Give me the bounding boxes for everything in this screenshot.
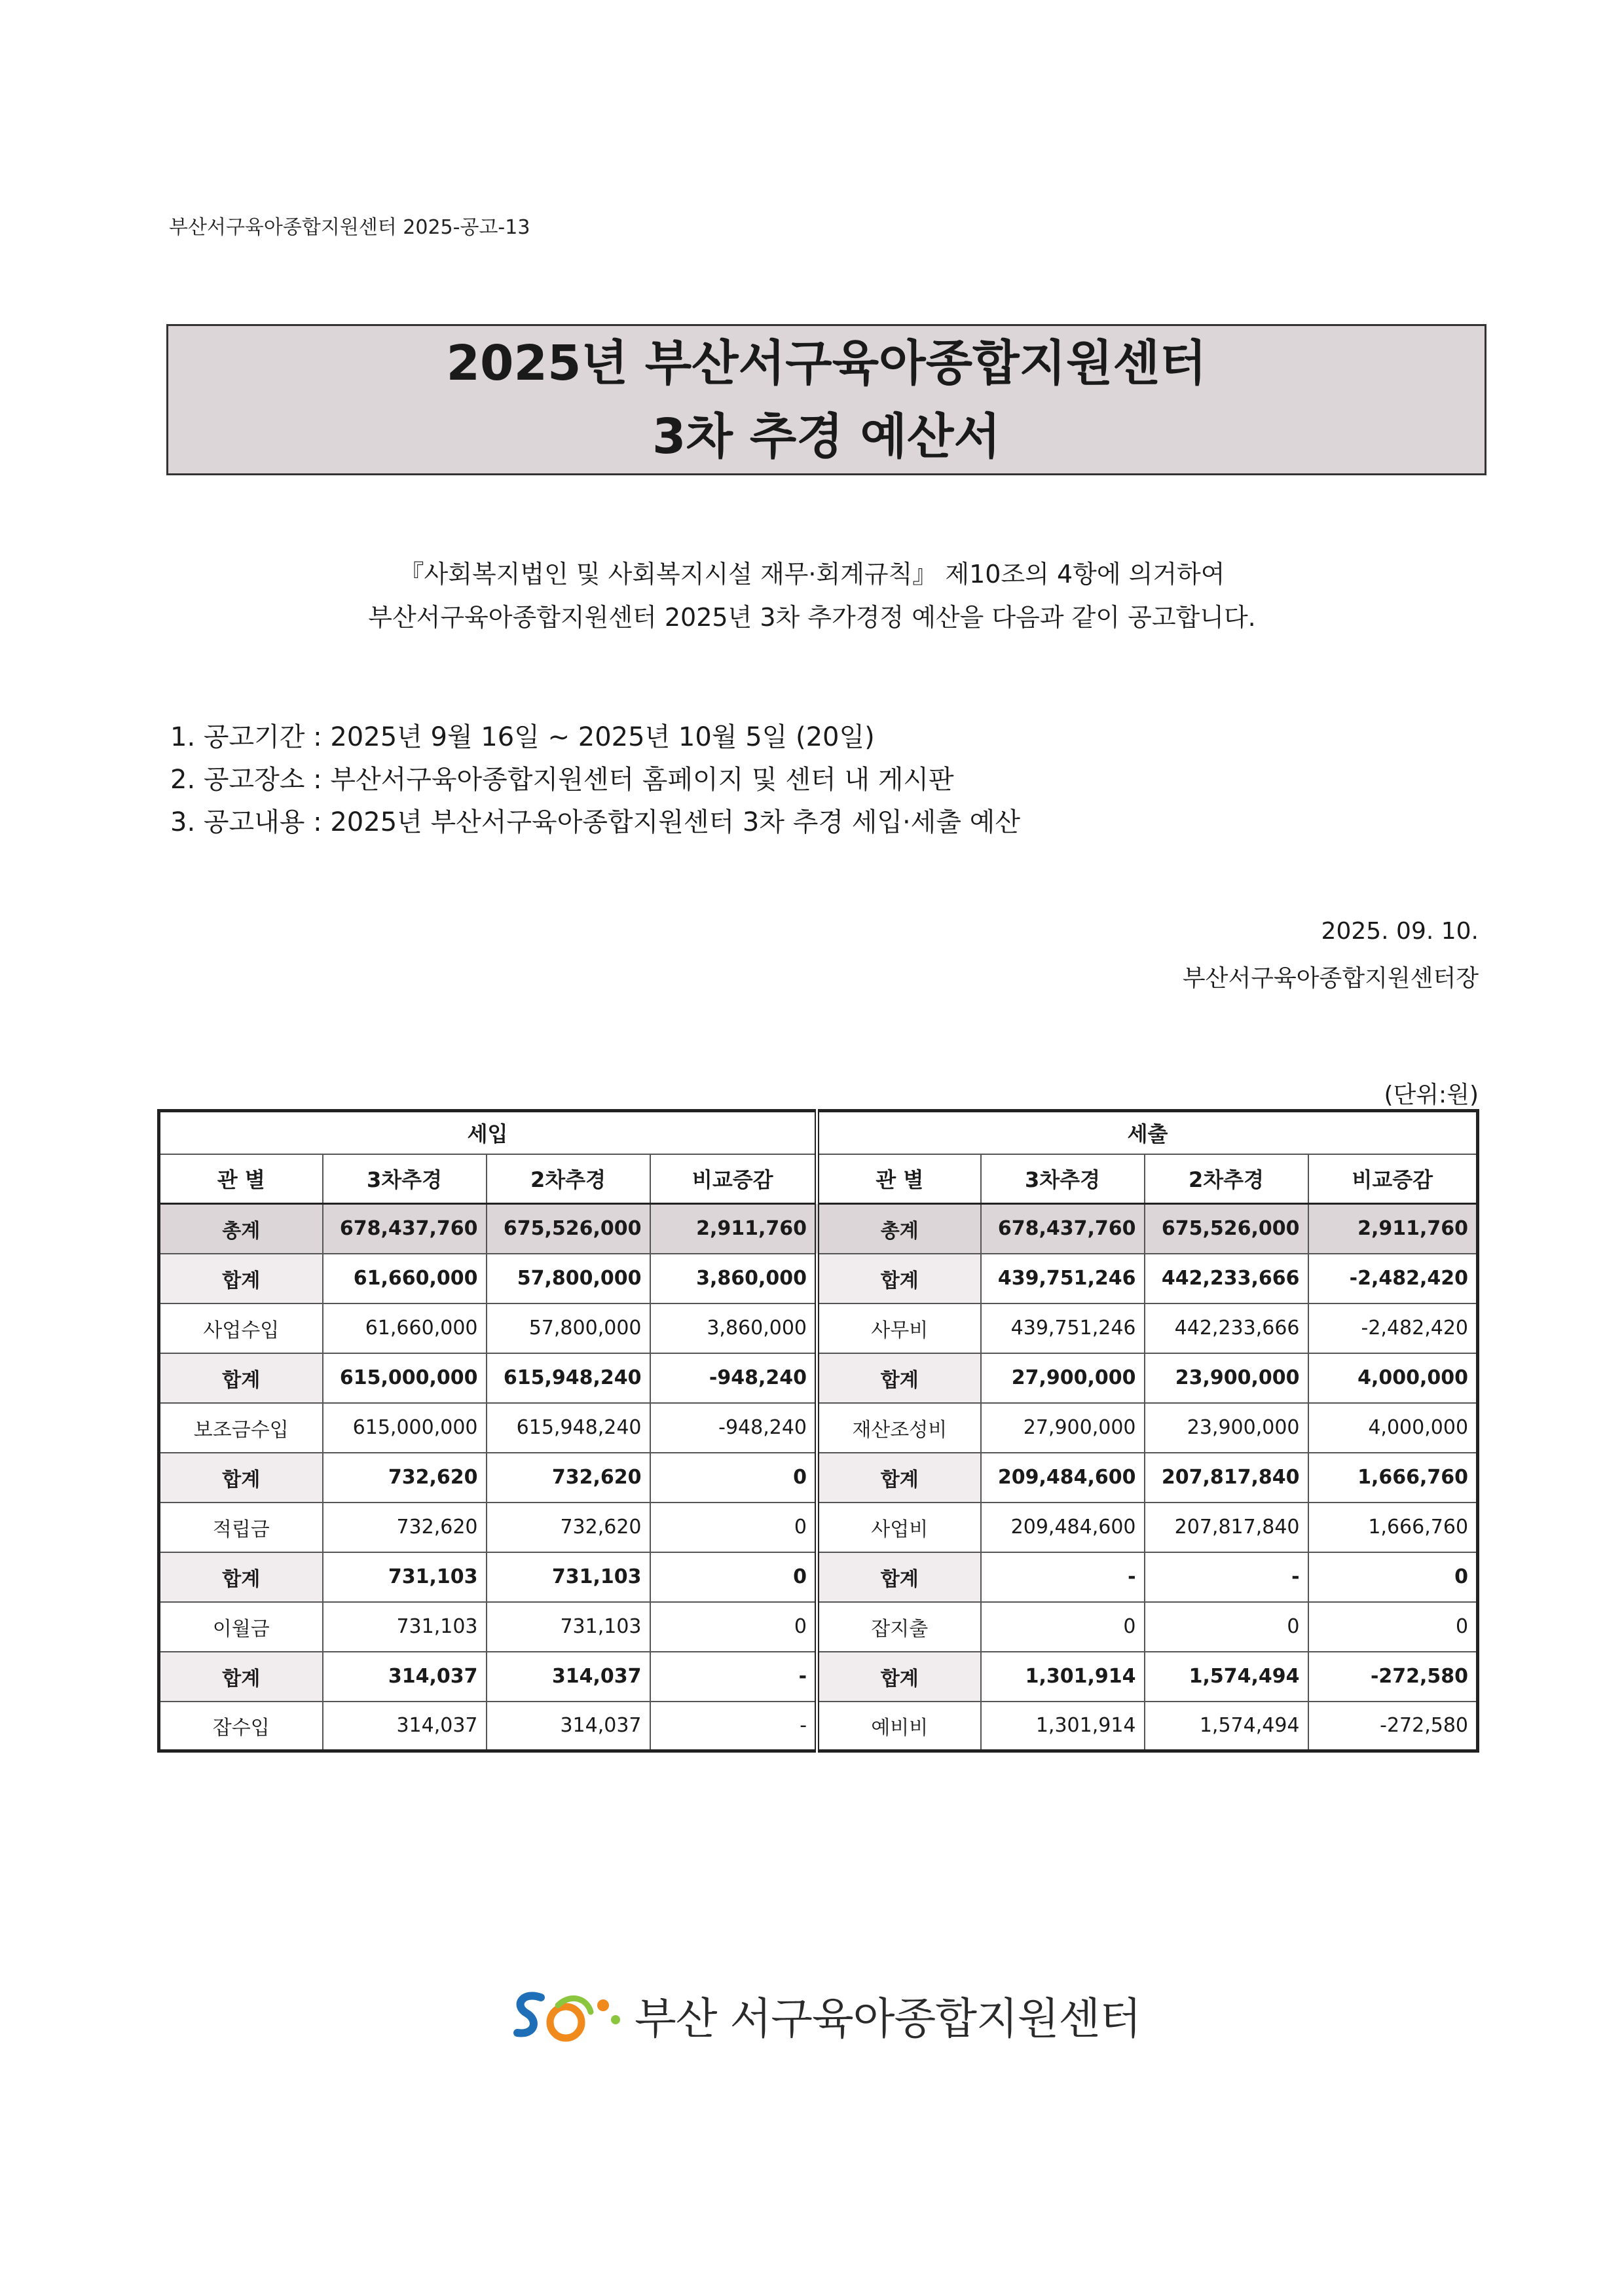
revenue-amount-cell: 314,037 [487,1702,650,1751]
table-row [159,1403,1478,1453]
expense-category-cell: 합계 [817,1652,981,1702]
expense-amount-cell: 2,911,760 [1308,1204,1478,1254]
revenue-amount-cell: 615,948,240 [487,1403,650,1453]
revenue-category-cell: 합계 [159,1652,323,1702]
notice-item-content: 3. 공고내용 : 2025년 부산서구육아종합지원센터 3차 추경 세입·세출 예산 [170,807,1020,837]
expense-amount-cell: 439,751,246 [981,1254,1145,1303]
column-header: 2차추경 [487,1154,650,1204]
expense-amount-cell: 209,484,600 [981,1503,1145,1552]
subtotal-row [159,1453,1478,1503]
notice-item-place: 2. 공고장소 : 부산서구육아종합지원센터 홈페이지 및 센터 내 게시판 [170,765,954,795]
intro-line-2: 부산서구육아종합지원센터 2025년 3차 추가경정 예산을 다음과 같이 공고합니다. [368,603,1256,632]
expense-category-cell: 합계 [817,1254,981,1303]
column-header: 비교증감 [650,1154,817,1204]
notice-item-period: 1. 공고기간 : 2025년 9월 16일 ~ 2025년 10월 5일 (20일) [170,722,875,752]
grand-total-row [159,1204,1478,1254]
revenue-amount-cell: 731,103 [323,1552,487,1602]
expense-amount-cell: 27,900,000 [981,1353,1145,1403]
expense-section-header: 세출 [817,1111,1478,1154]
expense-amount-cell: 1,301,914 [981,1702,1145,1751]
expense-amount-cell: 23,900,000 [1145,1353,1308,1403]
footer-logo [509,1984,1141,2046]
expense-amount-cell: 207,817,840 [1145,1503,1308,1552]
revenue-amount-cell: 0 [650,1503,817,1552]
revenue-amount-cell: 0 [650,1453,817,1503]
revenue-amount-cell: 732,620 [487,1453,650,1503]
expense-amount-cell: -2,482,420 [1308,1303,1478,1353]
revenue-category-cell: 총계 [159,1204,323,1254]
revenue-amount-cell: 314,037 [487,1652,650,1702]
expense-category-cell: 총계 [817,1204,981,1254]
revenue-amount-cell: 3,860,000 [650,1303,817,1353]
revenue-amount-cell: 61,660,000 [323,1303,487,1353]
table-row [159,1702,1478,1751]
expense-amount-cell: 678,437,760 [981,1204,1145,1254]
expense-amount-cell: 1,666,760 [1308,1503,1478,1552]
subtotal-row [159,1652,1478,1702]
revenue-amount-cell: 314,037 [323,1652,487,1702]
expense-amount-cell: 1,574,494 [1145,1652,1308,1702]
issuer-name: 부산서구육아종합지원센터장 [1182,965,1479,992]
revenue-amount-cell: 731,103 [323,1602,487,1652]
revenue-amount-cell: 732,620 [323,1503,487,1552]
expense-amount-cell: 442,233,666 [1145,1254,1308,1303]
expense-amount-cell: 1,301,914 [981,1652,1145,1702]
expense-amount-cell: 209,484,600 [981,1453,1145,1503]
revenue-amount-cell: 61,660,000 [323,1254,487,1303]
expense-amount-cell: - [1145,1552,1308,1602]
revenue-amount-cell: - [650,1702,817,1751]
column-header: 비교증감 [1308,1154,1478,1204]
revenue-amount-cell: 731,103 [487,1602,650,1652]
expense-category-cell: 합계 [817,1453,981,1503]
revenue-amount-cell: 615,948,240 [487,1353,650,1403]
notice-date: 2025. 09. 10. [1321,918,1479,945]
revenue-section-header: 세입 [159,1111,817,1154]
revenue-amount-cell: -948,240 [650,1353,817,1403]
expense-amount-cell: 27,900,000 [981,1403,1145,1453]
revenue-amount-cell: 2,911,760 [650,1204,817,1254]
revenue-amount-cell: 678,437,760 [323,1204,487,1254]
revenue-category-cell: 잡수입 [159,1702,323,1751]
expense-amount-cell: 0 [1308,1602,1478,1652]
expense-amount-cell: 0 [1308,1552,1478,1602]
revenue-amount-cell: 615,000,000 [323,1403,487,1453]
revenue-category-cell: 적립금 [159,1503,323,1552]
column-header: 3차추경 [981,1154,1145,1204]
expense-amount-cell: 442,233,666 [1145,1303,1308,1353]
column-header: 관 별 [159,1154,323,1204]
table-column-header-row [159,1154,1478,1204]
revenue-amount-cell: 732,620 [487,1503,650,1552]
revenue-amount-cell: - [650,1652,817,1702]
expense-category-cell: 사업비 [817,1503,981,1552]
column-header: 2차추경 [1145,1154,1308,1204]
table-row [159,1602,1478,1652]
revenue-amount-cell: 57,800,000 [487,1303,650,1353]
table-section-header-row [159,1111,1478,1154]
swirl-logo-icon [509,1986,631,2045]
expense-category-cell: 재산조성비 [817,1403,981,1453]
expense-amount-cell: 4,000,000 [1308,1403,1478,1453]
expense-amount-cell: -272,580 [1308,1702,1478,1751]
expense-category-cell: 합계 [817,1552,981,1602]
expense-amount-cell: 4,000,000 [1308,1353,1478,1403]
revenue-category-cell: 합계 [159,1453,323,1503]
document-number: 부산서구육아종합지원센터 2025-공고-13 [169,216,530,239]
revenue-amount-cell: 675,526,000 [487,1204,650,1254]
expense-amount-cell: 0 [981,1602,1145,1652]
expense-amount-cell: - [981,1552,1145,1602]
expense-amount-cell: -272,580 [1308,1652,1478,1702]
expense-category-cell: 잡지출 [817,1602,981,1652]
revenue-category-cell: 보조금수입 [159,1403,323,1453]
subtotal-row [159,1254,1478,1303]
subtotal-row [159,1353,1478,1403]
footer-logo-text: 부산 서구육아종합지원센터 [635,1994,1141,2044]
revenue-category-cell: 합계 [159,1353,323,1403]
expense-category-cell: 사무비 [817,1303,981,1353]
expense-category-cell: 합계 [817,1353,981,1403]
revenue-category-cell: 합계 [159,1552,323,1602]
title-line-1: 2025년 부산서구육아종합지원센터 [446,335,1207,392]
revenue-category-cell: 합계 [159,1254,323,1303]
expense-amount-cell: 1,666,760 [1308,1453,1478,1503]
revenue-amount-cell: 0 [650,1552,817,1602]
expense-amount-cell: 1,574,494 [1145,1702,1308,1751]
revenue-amount-cell: 57,800,000 [487,1254,650,1303]
expense-amount-cell: 675,526,000 [1145,1204,1308,1254]
intro-line-1: 『사회복지법인 및 사회복지시설 재무·회계규칙』 제10조의 4항에 의거하여 [399,560,1225,589]
revenue-amount-cell: 314,037 [323,1702,487,1751]
revenue-category-cell: 사업수입 [159,1303,323,1353]
expense-amount-cell: 23,900,000 [1145,1403,1308,1453]
revenue-amount-cell: 732,620 [323,1453,487,1503]
revenue-amount-cell: 615,000,000 [323,1353,487,1403]
table-row [159,1303,1478,1353]
title-line-2: 3차 추경 예산서 [652,408,1001,465]
expense-amount-cell: 0 [1145,1602,1308,1652]
revenue-category-cell: 이월금 [159,1602,323,1652]
expense-amount-cell: 439,751,246 [981,1303,1145,1353]
revenue-amount-cell: 731,103 [487,1552,650,1602]
expense-amount-cell: 207,817,840 [1145,1453,1308,1503]
subtotal-row [159,1552,1478,1602]
revenue-amount-cell: -948,240 [650,1403,817,1453]
column-header: 3차추경 [323,1154,487,1204]
budget-table [157,1109,1479,1753]
expense-category-cell: 예비비 [817,1702,981,1751]
revenue-amount-cell: 3,860,000 [650,1254,817,1303]
revenue-amount-cell: 0 [650,1602,817,1652]
column-header: 관 별 [817,1154,981,1204]
table-row [159,1503,1478,1552]
title-box [166,324,1486,475]
unit-label: (단위:원) [1384,1082,1479,1108]
expense-amount-cell: -2,482,420 [1308,1254,1478,1303]
